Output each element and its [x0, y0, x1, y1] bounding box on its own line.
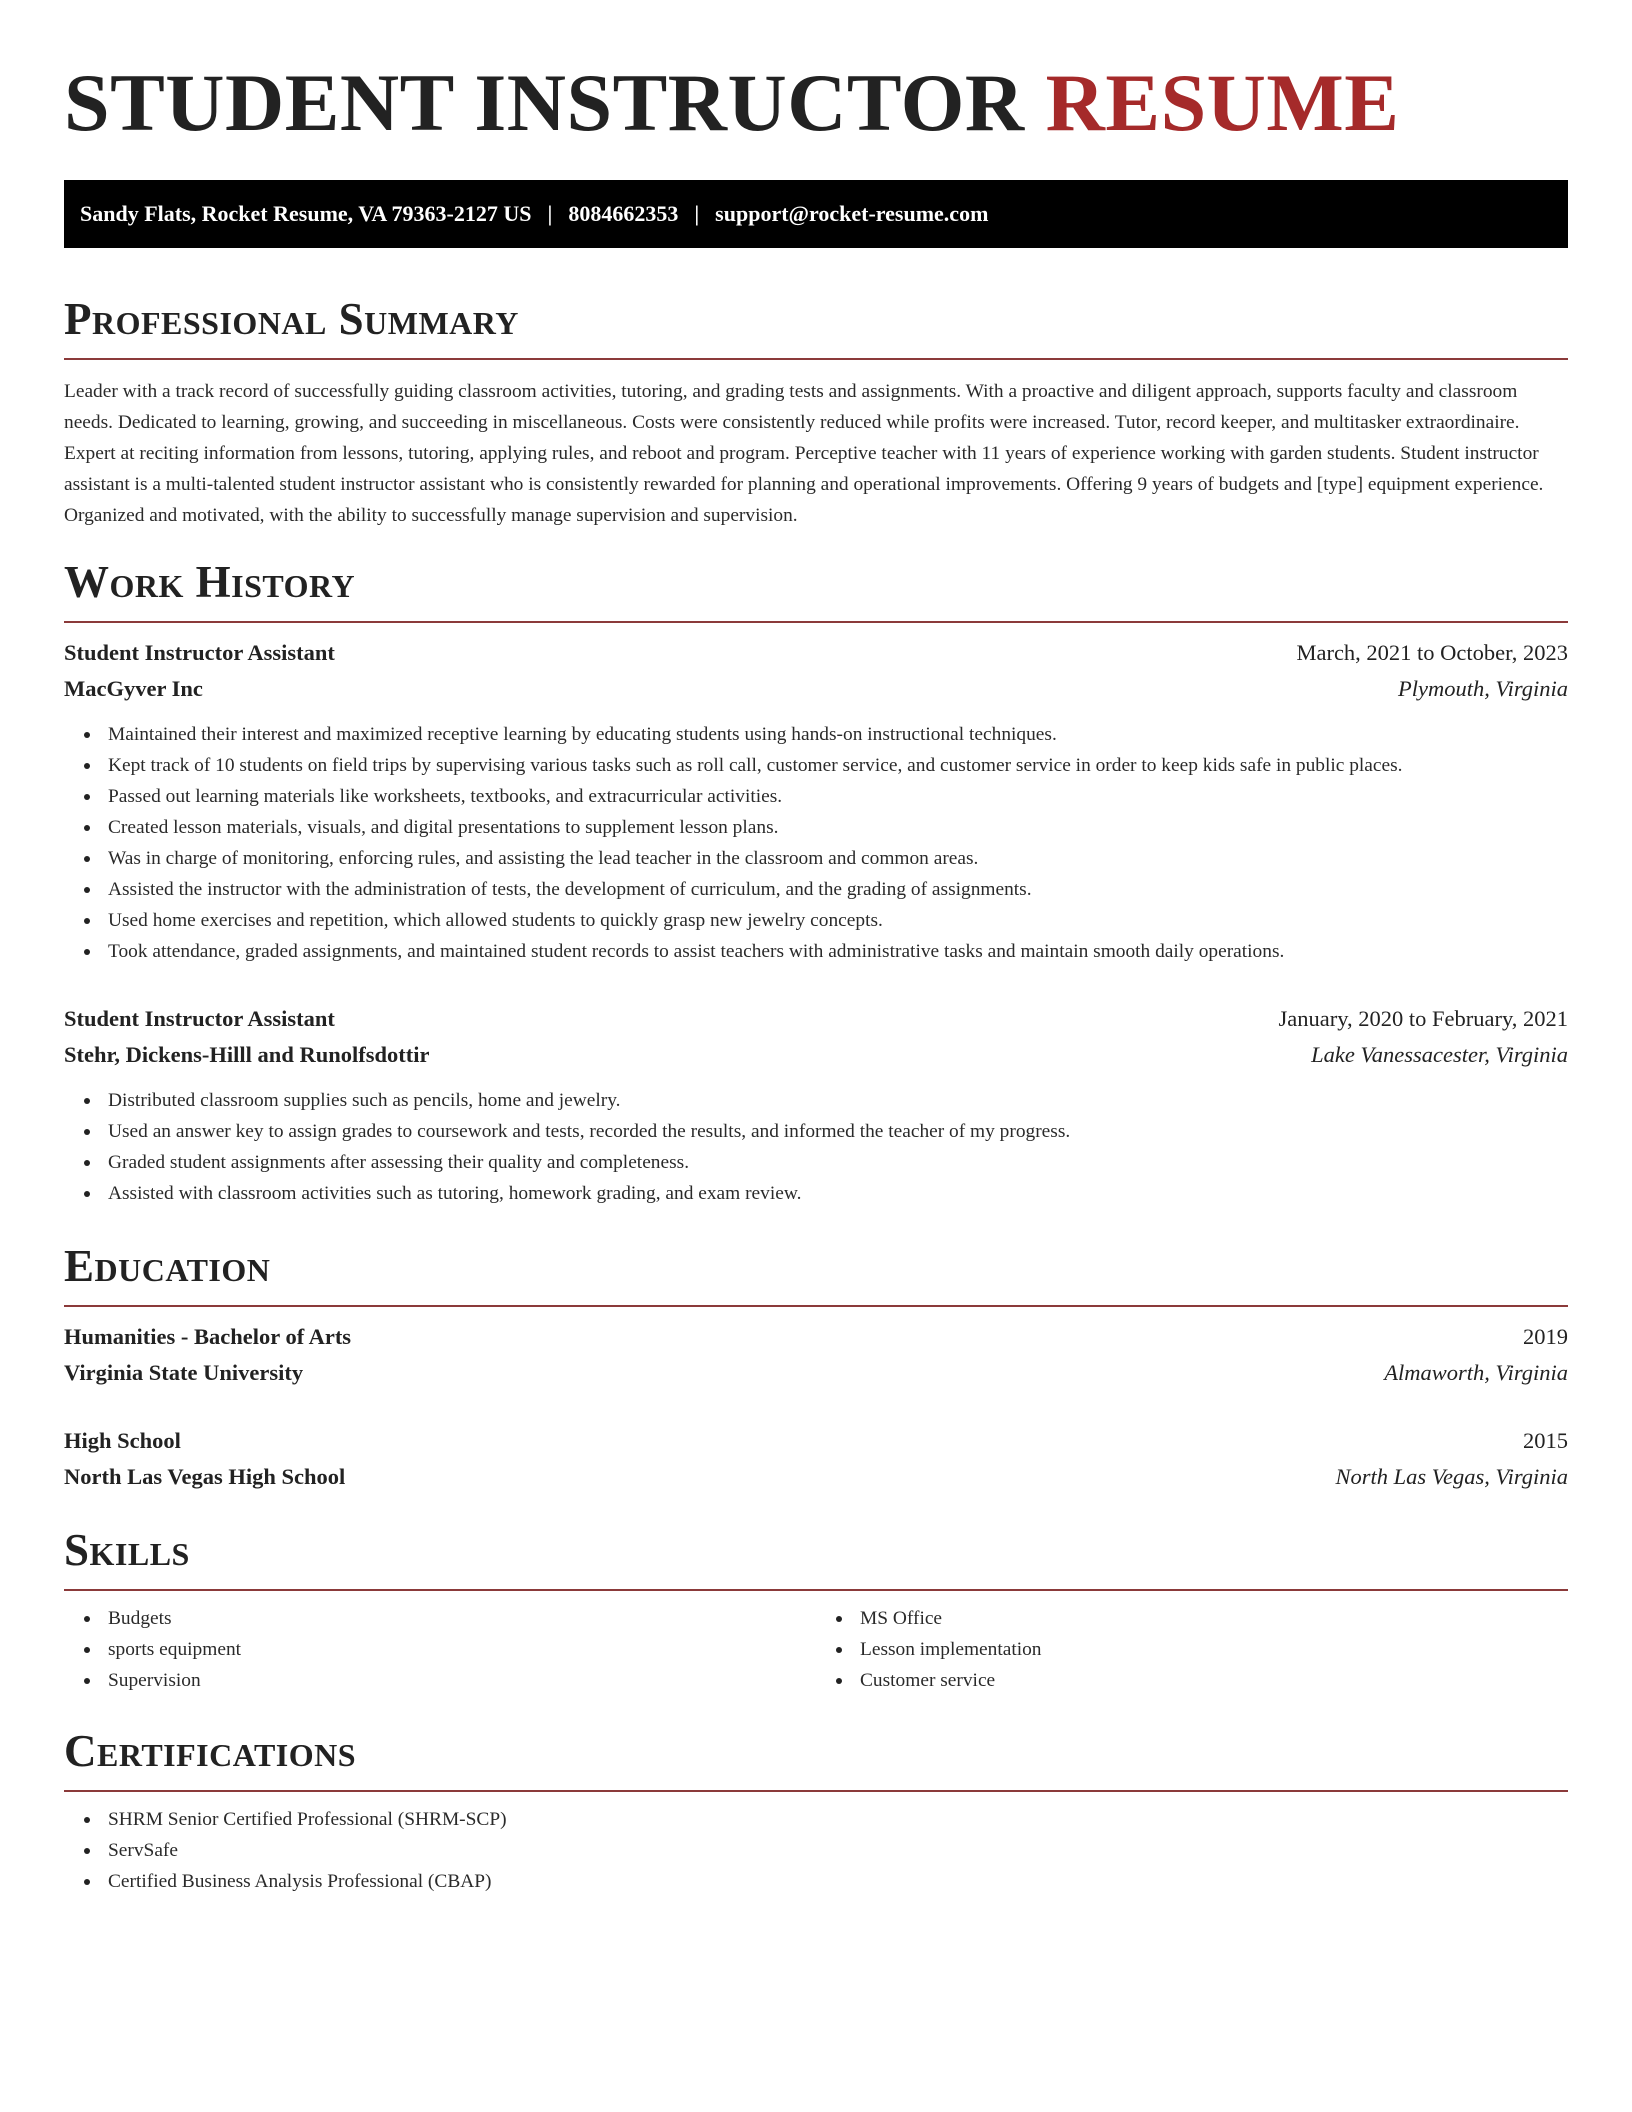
job-company: MacGyver Inc: [64, 676, 203, 701]
job-bullet: Took attendance, graded assignments, and maintained student records to assist teachers with administrative tasks and maintain smooth daily operations.: [108, 936, 1568, 967]
job-dates: March, 2021 to October, 2023: [1296, 640, 1568, 665]
education-school-row: [64, 1355, 1568, 1391]
education-degree-row: [64, 1423, 1568, 1459]
job-bullet: Maintained their interest and maximized receptive learning by educating students using hands-on instructional techniques.: [108, 719, 1568, 750]
job-bullet: Distributed classroom supplies such as pencils, home and jewelry.: [108, 1085, 1568, 1116]
education-school: North Las Vegas High School: [64, 1464, 346, 1489]
skill-item: Lesson implementation: [860, 1634, 1568, 1665]
job-company-row: [64, 671, 1568, 707]
education-degree: Humanities - Bachelor of Arts: [64, 1324, 352, 1349]
resume-title: [64, 48, 1568, 158]
section-heading-certifications: Certifications: [64, 1726, 357, 1776]
certifications-list: [64, 1804, 1568, 1897]
section-divider: [64, 621, 1568, 623]
skill-item: Budgets: [108, 1603, 816, 1634]
contact-separator: |: [547, 201, 553, 226]
certification-item: Certified Business Analysis Professional (CBAP): [108, 1866, 1568, 1897]
job-header-row: [64, 1001, 1568, 1037]
skill-item: MS Office: [860, 1603, 1568, 1634]
contact-separator: |: [694, 201, 700, 226]
education-degree: High School: [64, 1428, 181, 1453]
section-heading-education: Education: [64, 1241, 271, 1291]
job-bullet: Used home exercises and repetition, which allowed students to quickly grasp new jewelry concepts.: [108, 905, 1568, 936]
title-main: STUDENT INSTRUCTOR: [64, 57, 1025, 148]
job-bullet-list: [64, 1085, 1568, 1209]
education-entry: [64, 1319, 1568, 1391]
skills-column-left: [64, 1603, 816, 1696]
job-bullet: Kept track of 10 students on field trips by supervising various tasks such as roll call, customer service, and customer service in order to keep kids safe in public places.: [108, 750, 1568, 781]
education-entry: [64, 1423, 1568, 1495]
job-title: Student Instructor Assistant: [64, 1006, 335, 1031]
education-year: 2015: [1523, 1428, 1568, 1453]
job-bullet: Graded student assignments after assessing their quality and completeness.: [108, 1147, 1568, 1178]
skill-item: Customer service: [860, 1665, 1568, 1696]
skills-column-right: [816, 1603, 1568, 1696]
skills-grid: [64, 1603, 1568, 1696]
education-year: 2019: [1523, 1324, 1568, 1349]
job-bullet: Was in charge of monitoring, enforcing rules, and assisting the lead teacher in the classroom and common areas.: [108, 843, 1568, 874]
certification-item: ServSafe: [108, 1835, 1568, 1866]
education-school: Virginia State University: [64, 1360, 304, 1385]
contact-bar: [64, 180, 1568, 248]
section-divider: [64, 1305, 1568, 1307]
job-entry: [64, 635, 1568, 967]
section-divider: [64, 1589, 1568, 1591]
job-bullet: Used an answer key to assign grades to coursework and tests, recorded the results, and informed the teacher of my progress.: [108, 1116, 1568, 1147]
section-heading-summary: Professional Summary: [64, 294, 519, 344]
skill-item: sports equipment: [108, 1634, 816, 1665]
section-heading-skills: Skills: [64, 1525, 190, 1575]
job-bullet: Assisted with classroom activities such as tutoring, homework grading, and exam review.: [108, 1178, 1568, 1209]
skill-item: Supervision: [108, 1665, 816, 1696]
skills-section: [64, 1523, 1568, 1696]
job-location: Plymouth, Virginia: [1398, 676, 1568, 701]
education-school-row: [64, 1459, 1568, 1495]
job-bullet: Created lesson materials, visuals, and digital presentations to supplement lesson plans.: [108, 812, 1568, 843]
summary-text: Leader with a track record of successfully guiding classroom activities, tutoring, and grading tests and assignments. With a proactive and diligent approach, supports faculty and classroom needs. Dedicated to learning, growing, and succeeding in miscellaneous. Costs were consistently reduced while profits were increased. Tutor, record keeper, and multitasker extraordinaire. Expert at reciting information from lessons, tutoring, applying rules, and reboot and program. Perceptive teacher with 11 years of experience working with garden students. Student instructor assistant is a multi-talented student instructor assistant who is consistently rewarded for planning and operational improvements. Offering 9 years of budgets and [type] equipment experience. Organized and motivated, with the ability to successfully manage supervision and supervision.: [64, 381, 1544, 526]
work-history-section: [64, 555, 1568, 1209]
education-location: Almaworth, Virginia: [1384, 1360, 1568, 1385]
title-accent: RESUME: [1045, 57, 1400, 148]
certification-item: SHRM Senior Certified Professional (SHRM-SCP): [108, 1804, 1568, 1835]
section-divider: [64, 1790, 1568, 1792]
contact-address: Sandy Flats, Rocket Resume, VA 79363-2127 US: [80, 201, 532, 226]
contact-email: support@rocket-resume.com: [715, 201, 989, 226]
job-location: Lake Vanessacester, Virginia: [1311, 1042, 1568, 1067]
job-title: Student Instructor Assistant: [64, 640, 335, 665]
job-company: Stehr, Dickens-Hilll and Runolfsdottir: [64, 1042, 430, 1067]
education-section: [64, 1239, 1568, 1495]
contact-phone: 8084662353: [568, 201, 679, 226]
job-entry: [64, 1001, 1568, 1209]
job-bullet: Passed out learning materials like worksheets, textbooks, and extracurricular activities.: [108, 781, 1568, 812]
summary-section: [64, 292, 1568, 531]
job-bullet-list: [64, 719, 1568, 967]
certifications-section: [64, 1724, 1568, 1897]
section-heading-work-history: Work History: [64, 557, 356, 607]
education-degree-row: [64, 1319, 1568, 1355]
job-header-row: [64, 635, 1568, 671]
education-location: North Las Vegas, Virginia: [1335, 1464, 1568, 1489]
job-dates: January, 2020 to February, 2021: [1278, 1006, 1568, 1031]
section-divider: [64, 358, 1568, 360]
job-bullet: Assisted the instructor with the administration of tests, the development of curriculum, and the grading of assignments.: [108, 874, 1568, 905]
job-company-row: [64, 1037, 1568, 1073]
